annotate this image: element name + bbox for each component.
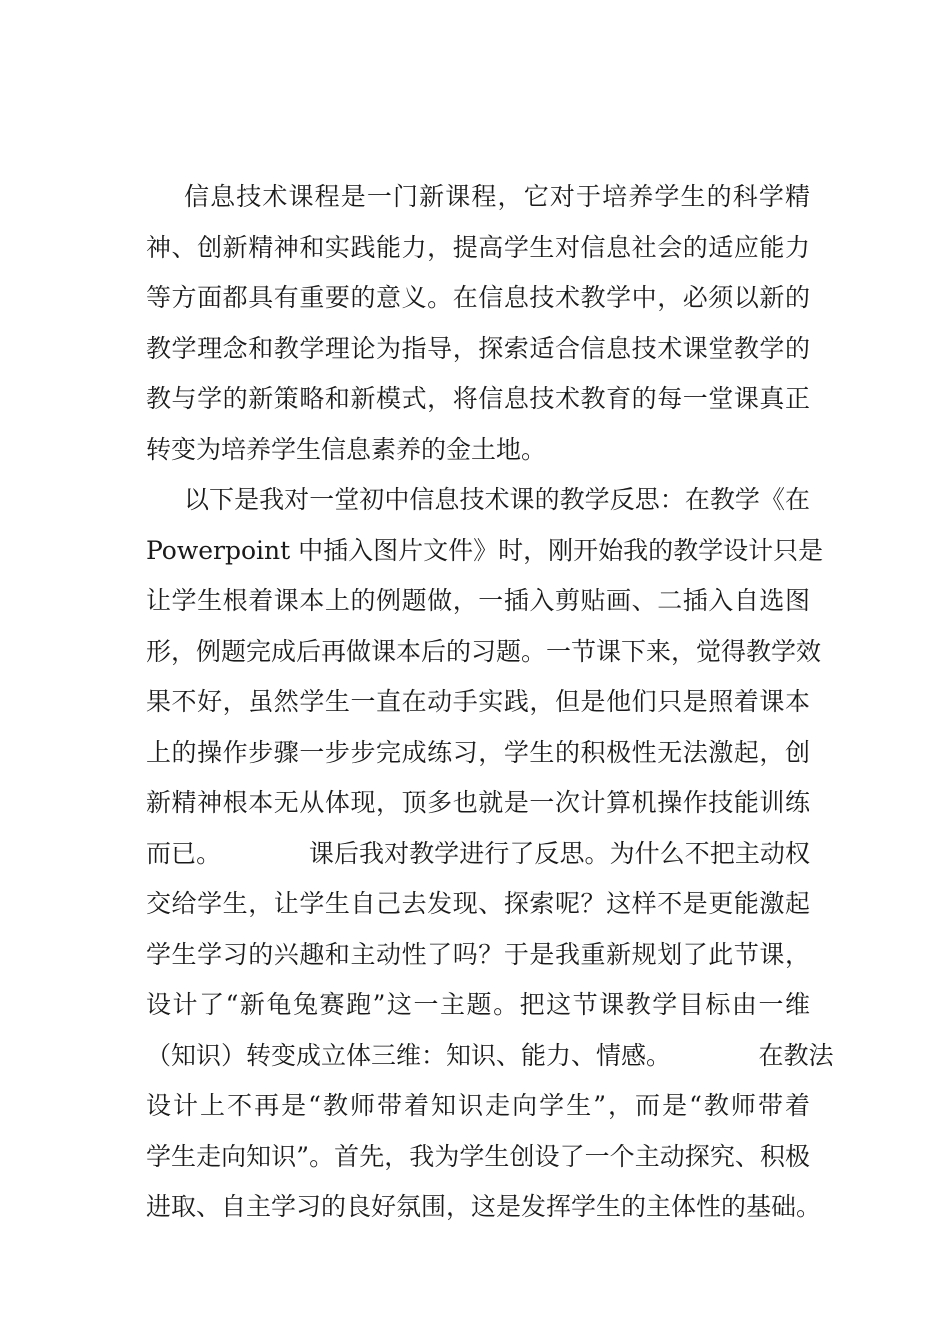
text-line: 教与学的新策略和新模式，将信息技术教育的每一堂课真正 bbox=[146, 384, 810, 413]
text-line: Powerpoint 中插入图片文件》时，刚开始我的教学设计只是 bbox=[146, 535, 824, 565]
text-line: 进取、自主学习的良好氛围，这是发挥学生的主体性的基础。 bbox=[146, 1192, 822, 1221]
text-line: 让学生根着课本上的例题做，一插入剪贴画、二插入自选图 bbox=[146, 586, 810, 615]
text-line: 交给学生，让学生自己去发现、探索呢？这样不是更能激起 bbox=[146, 889, 810, 918]
text-line: 新精神根本无从体现，顶多也就是一次计算机操作技能训练 bbox=[146, 788, 810, 817]
text-line: 设计上不再是“教师带着知识走向学生”，而是“教师带着 bbox=[146, 1091, 810, 1120]
text-line: 学生学习的兴趣和主动性了吗？于是我重新规划了此节课， bbox=[146, 939, 810, 969]
text-line: 形，例题完成后再做课本后的习题。一节课下来，觉得教学效 bbox=[146, 636, 822, 666]
text-line: 而已。 课后我对教学进行了反思。为什么不把主动权 bbox=[146, 838, 810, 868]
text-line: 等方面都具有重要的意义。在信息技术教学中，必须以新的 bbox=[146, 283, 810, 312]
paragraph-1 bbox=[146, 172, 810, 475]
document-body bbox=[146, 172, 834, 1233]
text-line: 转变为培养学生信息素养的金土地。 bbox=[146, 434, 547, 464]
text-line: 果不好，虽然学生一直在动手实践，但是他们只是照着课本 bbox=[146, 687, 810, 716]
text-line: 教学理念和教学理论为指导，探索适合信息技术课堂教学的 bbox=[146, 333, 810, 363]
text-line: 神、创新精神和实践能力，提高学生对信息社会的适应能力 bbox=[146, 232, 810, 262]
text-line: 学生走向知识”。首先，我为学生创设了一个主动探究、积极 bbox=[146, 1141, 810, 1171]
text-line: 信息技术课程是一门新课程，它对于培养学生的科学精 bbox=[184, 182, 810, 211]
text-line: 设计了“新龟兔赛跑”这一主题。把这节课教学目标由一维 bbox=[146, 990, 810, 1019]
text-line: 以下是我对一堂初中信息技术课的教学反思：在教学《在 bbox=[184, 485, 810, 514]
paragraph-2 bbox=[146, 475, 834, 1233]
text-line: （知识）转变成立体三维：知识、能力、情感。 在教法 bbox=[146, 1040, 834, 1070]
text-line: 上的操作步骤一步步完成练习，学生的积极性无法激起，创 bbox=[146, 737, 810, 767]
